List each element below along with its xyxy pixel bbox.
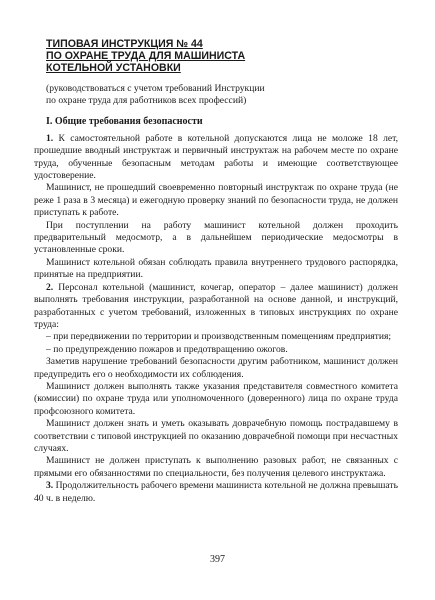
paragraph-text: – по предупреждению пожаров и предотвращению ожогов. <box>46 343 288 355</box>
note-line: по охране труда для работников всех профессий) <box>46 95 247 107</box>
section-heading: I. Общие требования безопасности <box>46 116 203 128</box>
paragraph <box>34 282 398 332</box>
paragraph <box>34 480 398 505</box>
note-line: (руководствоваться с учетом требований Инструкции <box>46 82 265 94</box>
title-line: ТИПОВАЯ ИНСТРУКЦИЯ № 44 <box>46 38 203 50</box>
document-title <box>34 38 398 75</box>
page-number: 397 <box>210 554 225 565</box>
paragraph-text: Персонал котельной (машинист, кочегар, оператор – далее машинист) должен выполнять требования инструкции, разработанной на основе данной, и инструкций, разработанных с учетом требований, изложенных в типовых инструкциях по охране труда: <box>34 281 398 330</box>
paragraph <box>34 257 398 282</box>
paragraph-text: Машинист не должен приступать к выполнению разовых работ, не связанных с прямыми его обязанностями по специальности, без получения целевого инструктажа. <box>34 455 398 479</box>
paragraph <box>34 220 398 257</box>
document-note <box>34 83 398 108</box>
paragraph <box>34 133 398 183</box>
paragraph <box>34 356 398 381</box>
title-line: КОТЕЛЬНОЙ УСТАНОВКИ <box>46 62 181 75</box>
paragraph-text: Машинист котельной обязан соблюдать правила внутреннего трудового распорядка, принятые на предприятии. <box>34 256 398 281</box>
paragraph-text: Продолжительность рабочего времени машиниста котельной не должна превышать 40 ч. в неделю. <box>34 480 398 504</box>
paragraph <box>34 418 398 455</box>
document-page <box>34 38 398 505</box>
paragraph-text: При поступлении на работу машинист котельной должен проходить предварительный медосмотр, а в дальнейшем периодические медосмотры в установленные сроки. <box>34 219 398 256</box>
paragraph <box>34 182 398 219</box>
paragraph-number: 3. <box>46 480 54 492</box>
list-item <box>34 344 398 356</box>
paragraph-number: 2. <box>46 281 54 293</box>
paragraph-text: Машинист должен знать и уметь оказывать доврачебную помощь пострадавшему в соответствии с типовой инструкцией по оказанию доврачебной помощи при несчастных случаях. <box>34 418 398 454</box>
paragraph-text: Машинист, не прошедший своевременно повторный инструктаж по охране труда (не реже 1 раза в 3 месяца) и ежегодную проверку знаний по безопасности труда, не должен приступать к работе. <box>34 182 398 219</box>
paragraph <box>34 381 398 418</box>
paragraph-number: 1. <box>46 132 54 144</box>
paragraph-text: К самостоятельной работе в котельной допускаются лица не моложе 18 лет, прошедшие вводный инструктаж и первичный инструктаж на рабочем месте по охране труда, обученные безопасным методам работы и имеющие соответствующее удостоверение. <box>34 132 398 182</box>
list-item <box>34 331 398 343</box>
paragraph-text: – при передвижении по территории и производственным помещениям предприятия; <box>46 331 392 343</box>
paragraph-text: Заметив нарушение требований безопасности другим работником, машинист должен предупредить его о необходимости их соблюдения. <box>34 356 398 380</box>
paragraph <box>34 455 398 480</box>
title-line: ПО ОХРАНЕ ТРУДА ДЛЯ МАШИНИСТА <box>46 50 246 63</box>
paragraph-text: Машинист должен выполнять также указания представителя совместного комитета (комиссии) по охране труда или уполномоченного (доверенного) лица по охране труда профсоюзного комитета. <box>34 380 398 417</box>
